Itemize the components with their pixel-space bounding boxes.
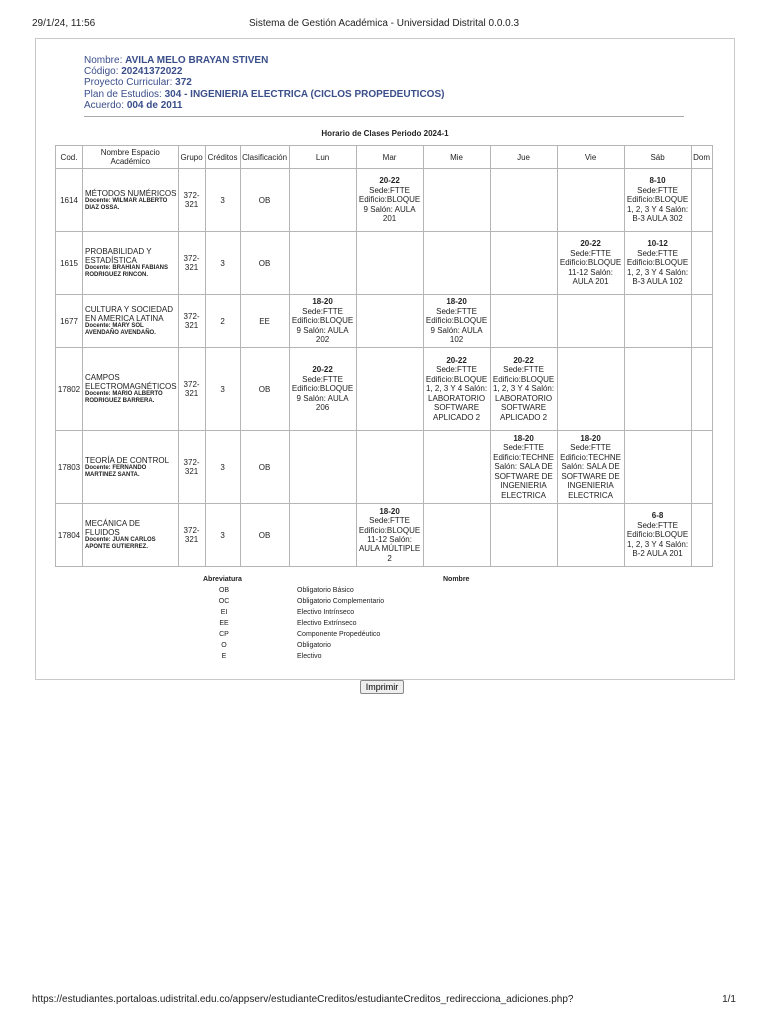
legend-abbr: OB	[218, 587, 230, 594]
course-name-cell	[83, 169, 179, 232]
course-teacher: Docente: MARY SOL AVENDAÑO AVENDAÑO.	[85, 323, 156, 336]
schedule-cell-vie	[557, 232, 624, 295]
schedule-cell-jue	[490, 295, 557, 348]
schedule-cell-jue	[490, 348, 557, 431]
schedule-cell-jue	[490, 232, 557, 295]
class-location: Sede:FTTE Edificio:BLOQUE 1, 2, 3 Y 4 Salón: LABORATORIO SOFTWARE APLICADO 2	[425, 365, 488, 422]
student-name: AVILA MELO BRAYAN STIVEN	[125, 55, 269, 66]
schedule-cell-mar	[356, 504, 423, 567]
course-name: TEORÍA DE CONTROL	[85, 455, 170, 465]
schedule-cell-mar	[356, 169, 423, 232]
course-teacher: Docente: MARIO ALBERTO RODRIGUEZ BARRERA.	[85, 391, 163, 404]
course-classification: OB	[240, 348, 289, 431]
col-jue: Jue	[490, 146, 557, 169]
legend-abbr: O	[221, 642, 227, 649]
schedule-cell-sab	[624, 504, 691, 567]
col-dom: Dom	[691, 146, 712, 169]
schedule-title: Horario de Clases Periodo 2024-1	[321, 129, 449, 138]
table-row	[56, 348, 713, 431]
class-time: 18-20	[513, 434, 534, 444]
schedule-cell-mie	[423, 169, 490, 232]
schedule-cell-jue	[490, 169, 557, 232]
schedule-cell-lun	[289, 431, 356, 504]
course-classification: OB	[240, 431, 289, 504]
legend-abbr: EE	[219, 620, 229, 627]
legend-name: Obligatorio Complementario	[297, 598, 385, 605]
schedule-cell-vie	[557, 169, 624, 232]
student-name-row: Nombre: AVILA MELO BRAYAN STIVEN	[84, 55, 269, 66]
student-plan-row: Plan de Estudios: 304 - INGENIERIA ELECTRICA (CICLOS PROPEDEUTICOS)	[84, 88, 445, 100]
schedule-cell-vie	[557, 431, 624, 504]
course-code: 17802	[56, 348, 83, 431]
col-nombre: Nombre Espacio Académico	[83, 146, 179, 169]
course-code: 1615	[56, 232, 83, 295]
schedule-cell-vie	[557, 295, 624, 348]
legend-name: Componente Propedéutico	[297, 631, 381, 638]
schedule-cell-lun	[289, 504, 356, 567]
col-cod: Cod.	[56, 146, 83, 169]
schedule-cell-mie	[423, 431, 490, 504]
class-time: 18-20	[446, 297, 467, 307]
class-time: 6-8	[651, 511, 664, 521]
course-group: 372-321	[178, 295, 205, 348]
course-teacher: Docente: WILMAR ALBERTO DIAZ OSSA.	[85, 197, 168, 211]
col-grupo: Grupo	[178, 146, 205, 169]
table-row	[56, 295, 713, 348]
course-credits: 3	[205, 431, 240, 504]
schedule-cell-dom	[691, 295, 712, 348]
print-header	[0, 18, 768, 32]
legend-name: Electivo Extrínseco	[297, 620, 357, 627]
student-agreement: 004 de 2011	[126, 99, 183, 111]
class-location: Sede:FTTE Edificio:BLOQUE 9 Salón: AULA 102	[425, 306, 488, 345]
schedule-header-row	[56, 146, 713, 169]
student-project-row: Proyecto Curricular: 372	[84, 77, 192, 89]
course-credits: 3	[205, 348, 240, 431]
col-lun: Lun	[289, 146, 356, 169]
class-time: 20-22	[312, 365, 333, 375]
class-location: Sede:FTTE Edificio:TECHNE Salón: SALA DE SOFTWARE DE INGENIERIA ELECTRICA	[493, 443, 555, 500]
schedule-cell-vie	[557, 504, 624, 567]
class-location: Sede:FTTE Edificio:BLOQUE 11-12 Salón: AULA MÚLTIPLE 2	[358, 516, 421, 563]
schedule-cell-mar	[356, 431, 423, 504]
course-classification: EE	[240, 295, 289, 348]
student-agreement-row: Acuerdo: 004 de 2011	[84, 99, 183, 111]
legend-name: Electivo	[297, 653, 322, 660]
class-location: Sede:FTTE Edificio:BLOQUE 9 Salón: AULA 206	[291, 374, 354, 413]
schedule-cell-dom	[691, 504, 712, 567]
course-code: 1677	[56, 295, 83, 348]
class-location: Sede:FTTE Edificio:TECHNE Salón: SALA DE SOFTWARE DE INGENIERIA ELECTRICA	[560, 443, 622, 500]
schedule-cell-sab	[624, 431, 691, 504]
schedule-cell-mar	[356, 348, 423, 431]
course-name: CAMPOS ELECTROMAGNÉTICOS	[85, 373, 177, 391]
page-url: https://estudiantes.portaloas.udistrital.edu.co/appserv/estudianteCreditos/estudianteCreditos_redirecciona_adiciones.php?	[32, 994, 574, 1005]
col-vie: Vie	[557, 146, 624, 169]
schedule-cell-lun	[289, 169, 356, 232]
student-plan: 304 - INGENIERIA ELECTRICA (CICLOS PROPEDEUTICOS)	[164, 88, 445, 100]
schedule-cell-dom	[691, 348, 712, 431]
schedule-cell-mie	[423, 295, 490, 348]
table-row	[56, 232, 713, 295]
divider	[84, 116, 684, 117]
course-name: MÉTODOS NUMÉRICOS	[85, 188, 177, 198]
class-time: 18-20	[580, 434, 601, 444]
class-location: Sede:FTTE Edificio:BLOQUE 1, 2, 3 Y 4 Salón: B-2 AULA 201	[626, 520, 689, 559]
legend-name: Obligatorio Básico	[297, 587, 354, 594]
schedule-cell-dom	[691, 232, 712, 295]
course-name-cell	[83, 232, 179, 295]
schedule-cell-mar	[356, 232, 423, 295]
schedule-cell-vie	[557, 348, 624, 431]
student-code: 20241372022	[121, 66, 183, 78]
course-name-cell	[83, 295, 179, 348]
col-clasificacion: Clasificación	[240, 146, 289, 169]
schedule-cell-jue	[490, 504, 557, 567]
course-credits: 3	[205, 504, 240, 567]
class-location: Sede:FTTE Edificio:BLOQUE 11-12 Salón: AULA 201	[559, 248, 622, 287]
class-time: 20-22	[379, 176, 400, 186]
course-classification: OB	[240, 232, 289, 295]
student-info	[84, 55, 444, 111]
schedule-cell-dom	[691, 169, 712, 232]
legend-abbr-header: Abreviatura	[203, 576, 242, 583]
class-time: 18-20	[379, 506, 400, 516]
class-time: 10-12	[647, 239, 668, 249]
course-code: 17803	[56, 431, 83, 504]
course-group: 372-321	[178, 431, 205, 504]
course-group: 372-321	[178, 169, 205, 232]
print-button[interactable]: Imprimir	[360, 680, 404, 694]
legend-abbr: E	[221, 653, 227, 660]
course-name: MECÁNICA DE FLUIDOS	[85, 519, 141, 537]
table-row	[56, 169, 713, 232]
course-name-cell	[83, 348, 179, 431]
col-mar: Mar	[356, 146, 423, 169]
schedule-cell-lun	[289, 348, 356, 431]
content-frame	[35, 38, 735, 680]
schedule-cell-mie	[423, 348, 490, 431]
table-row	[56, 431, 713, 504]
course-name: PROBABILIDAD Y ESTADÍSTICA	[85, 247, 152, 265]
page-number: 1/1	[722, 994, 736, 1005]
legend-name: Obligatorio	[297, 642, 331, 649]
student-code-row: Código: 20241372022	[84, 66, 183, 78]
legend-name-header: Nombre	[443, 576, 470, 583]
schedule-table	[55, 145, 713, 567]
legend-abbr: OC	[218, 598, 230, 605]
legend-abbr: CP	[219, 631, 229, 638]
course-group: 372-321	[178, 348, 205, 431]
student-project: 372	[175, 77, 192, 89]
print-date: 29/1/24, 11:56	[32, 18, 96, 29]
course-name-cell	[83, 504, 179, 567]
print-title: Sistema de Gestión Académica - Universidad Distrital 0.0.0.3	[248, 18, 520, 29]
course-classification: OB	[240, 169, 289, 232]
course-classification: OB	[240, 504, 289, 567]
legend-name: Electivo Intrínseco	[297, 609, 355, 616]
course-code: 17804	[56, 504, 83, 567]
course-name: CULTURA Y SOCIEDAD EN AMERICA LATINA	[85, 305, 174, 323]
schedule-cell-sab	[624, 348, 691, 431]
class-location: Sede:FTTE Edificio:BLOQUE 1, 2, 3 Y 4 Salón: B-3 AULA 102	[626, 248, 689, 287]
schedule-cell-jue	[490, 431, 557, 504]
class-time: 20-22	[513, 356, 534, 366]
course-code: 1614	[56, 169, 83, 232]
schedule-cell-sab	[624, 295, 691, 348]
course-teacher: Docente: JUAN CARLOS APONTE GUTIERREZ.	[85, 537, 156, 550]
course-teacher: Docente: FERNANDO MARTINEZ SANTA.	[85, 464, 147, 478]
class-time: 20-22	[580, 239, 601, 249]
schedule-cell-lun	[289, 232, 356, 295]
schedule-cell-mie	[423, 504, 490, 567]
class-location: Sede:FTTE Edificio:BLOQUE 1, 2, 3 Y 4 Salón: B-3 AULA 302	[626, 185, 689, 224]
class-time: 8-10	[649, 176, 666, 186]
class-time: 20-22	[446, 356, 467, 366]
schedule-cell-sab	[624, 169, 691, 232]
schedule-cell-mie	[423, 232, 490, 295]
class-location: Sede:FTTE Edificio:BLOQUE 9 Salón: AULA 202	[291, 306, 354, 345]
course-credits: 3	[205, 232, 240, 295]
schedule-cell-sab	[624, 232, 691, 295]
col-sab: Sáb	[624, 146, 691, 169]
schedule-cell-dom	[691, 431, 712, 504]
col-creditos: Créditos	[205, 146, 240, 169]
course-credits: 2	[205, 295, 240, 348]
class-location: Sede:FTTE Edificio:BLOQUE 9 Salón: AULA 201	[358, 185, 421, 224]
course-credits: 3	[205, 169, 240, 232]
col-mie: Mie	[423, 146, 490, 169]
class-location: Sede:FTTE Edificio:BLOQUE 1, 2, 3 Y 4 Salón: LABORATORIO SOFTWARE APLICADO 2	[492, 365, 555, 422]
table-row	[56, 504, 713, 567]
course-group: 372-321	[178, 232, 205, 295]
schedule-cell-lun	[289, 295, 356, 348]
schedule-cell-mar	[356, 295, 423, 348]
course-group: 372-321	[178, 504, 205, 567]
course-teacher: Docente: BRAHIAN FABIANS RODRIGUEZ RINCON.	[85, 265, 169, 278]
class-time: 18-20	[312, 297, 333, 307]
course-name-cell	[83, 431, 179, 504]
legend-abbr: EI	[220, 609, 228, 616]
